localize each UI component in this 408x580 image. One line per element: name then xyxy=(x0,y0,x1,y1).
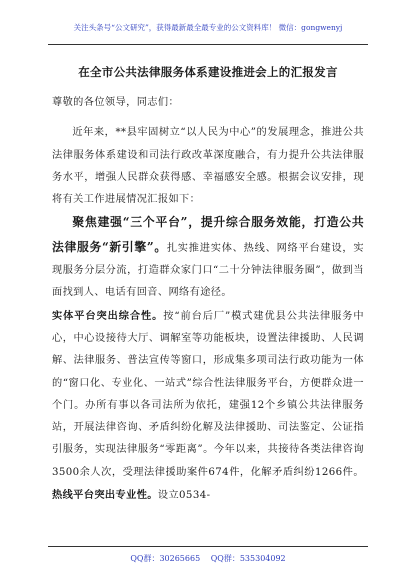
page-header xyxy=(48,22,368,45)
document-title: 在全市公共法律服务体系建设推进会上的汇报发言 xyxy=(78,65,338,79)
document-body xyxy=(52,92,364,507)
salutation: 尊敬的各位领导，同志们： xyxy=(52,97,180,108)
section1-paragraph xyxy=(52,211,364,304)
footer-qq-group-2: QQ群：535304092 xyxy=(210,554,286,563)
hotline-heading: 热线平台突出专业性。 xyxy=(52,489,158,502)
header-banner-text: 关注头条号“公文研究”，获得最新最全最专业的公文资料库！ 微信：gongwenyj xyxy=(73,23,343,32)
page-footer xyxy=(48,546,368,564)
entity-heading: 实体平台突出综合性。 xyxy=(52,309,164,322)
section1-text: 扎实推进实体、热线、网络平台建设，实现服务分层分流，打造群众家门口“二十分钟法律服务圈”，做到当面找到人、电话有回音、网络有途径。 xyxy=(52,242,364,299)
footer-qq-group-1: QQ群：30265665 xyxy=(130,554,201,563)
hotline-text: 设立0534- xyxy=(157,490,211,502)
entity-paragraph xyxy=(52,305,364,508)
section1-heading: 聚焦建强“三个平台”，提升综合服务效能，打造公共法律服务“新引擎”。 xyxy=(52,215,364,254)
intro-paragraph: 近年来，**县牢固树立“以人民为中心”的发展理念，推进公共法律服务体系建设和司法行政改革深度融合，有力提升公共法律服务水平，增强人民群众获得感、幸福感安全感。根据会议安排，现将有关工作进展情况汇报如下： xyxy=(52,127,364,206)
entity-text: 按“前台后厂”模式建优县公共法律服务中心，中心设接待大厅、调解室等功能板块，设置法律援助、人民调解、法律服务、普法宣传等窗口，形成集多项司法行政功能为一体的“窗口化、专业化、一站式”综合性法律服务平台，方便群众进一个门。办所有事以各司法所为依托，建强12个乡镇公共法律服务站，开展法律咨询、矛盾纠纷化解及法律援助、司法鉴定、公证指引服务，实现法律服务“零距离”。今年以来，共接待各类法律咨询3500余人次，受理法律援助案件674件，化解矛盾纠纷1266件。 xyxy=(52,310,364,478)
